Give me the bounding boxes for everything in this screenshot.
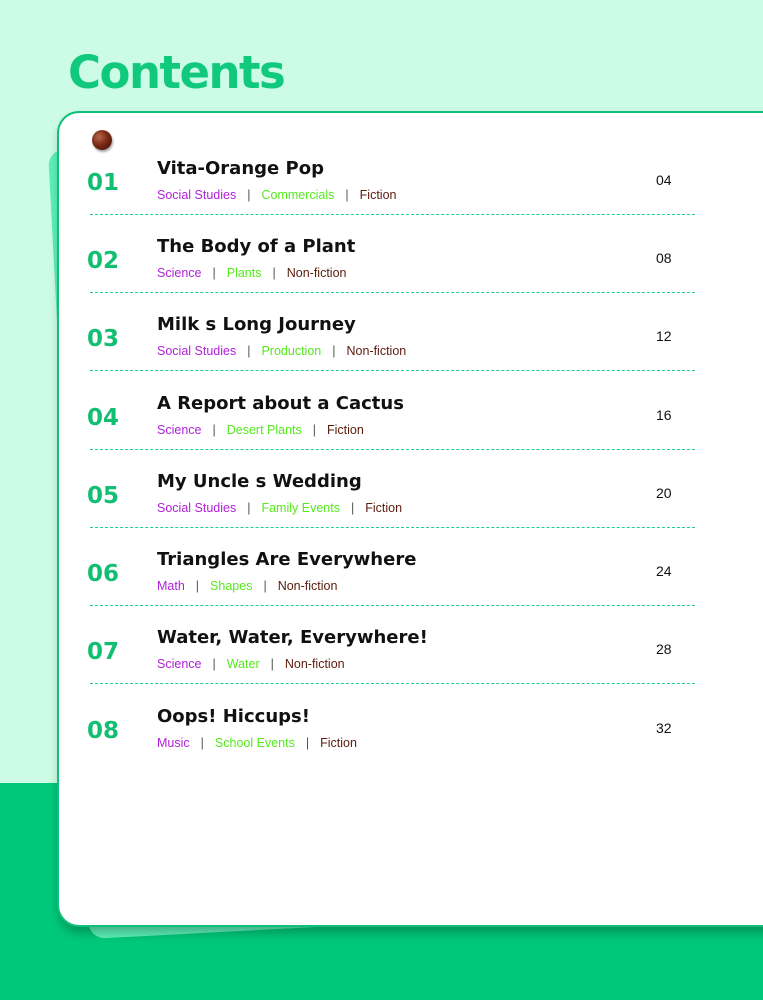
entry-title[interactable]: A Report about a Cactus bbox=[157, 393, 404, 414]
dashed-divider bbox=[90, 449, 695, 450]
page-number: 16 bbox=[656, 407, 672, 423]
tag-separator: | bbox=[212, 266, 216, 280]
entry-number: 08 bbox=[87, 718, 120, 744]
page-number: 08 bbox=[656, 250, 672, 266]
tag-separator: | bbox=[247, 501, 251, 515]
genre-tag: Non-fiction bbox=[286, 266, 347, 280]
dashed-divider bbox=[90, 292, 695, 293]
tag-separator: | bbox=[305, 736, 310, 750]
genre-tag: Fiction bbox=[359, 188, 397, 202]
entry-title[interactable]: Water, Water, Everywhere! bbox=[157, 627, 428, 648]
tag-separator: | bbox=[212, 423, 216, 437]
entry-number: 04 bbox=[87, 405, 120, 431]
entry-number: 02 bbox=[87, 248, 120, 274]
entry-number: 05 bbox=[87, 483, 120, 509]
genre-tag: Fiction bbox=[365, 501, 403, 515]
entry-title[interactable]: Vita-Orange Pop bbox=[157, 158, 324, 179]
page-number: 04 bbox=[656, 172, 672, 188]
dashed-divider bbox=[90, 214, 695, 215]
entry-number: 01 bbox=[87, 170, 120, 196]
subject-tag: Math bbox=[157, 579, 185, 593]
toc-entry[interactable] bbox=[0, 236, 763, 314]
tag-separator: | bbox=[345, 188, 349, 202]
toc-entry[interactable] bbox=[0, 549, 763, 627]
subject-tag: Social Studies bbox=[157, 188, 237, 202]
topic-tag: Water bbox=[226, 657, 260, 671]
tag-separator: | bbox=[247, 344, 251, 358]
tag-separator: | bbox=[212, 657, 216, 671]
tag-separator: | bbox=[200, 736, 204, 750]
tag-separator: | bbox=[312, 423, 317, 437]
topic-tag: Plants bbox=[226, 266, 262, 280]
pushpin-icon bbox=[92, 130, 112, 150]
dashed-divider bbox=[90, 683, 695, 684]
topic-tag: Commercials bbox=[261, 188, 335, 202]
genre-tag: Fiction bbox=[320, 736, 357, 750]
page-number: 24 bbox=[656, 563, 672, 579]
entry-title[interactable]: The Body of a Plant bbox=[157, 236, 356, 257]
page-number: 12 bbox=[656, 328, 672, 344]
entry-tags bbox=[157, 657, 345, 671]
tag-separator: | bbox=[270, 657, 274, 671]
entry-title[interactable]: Triangles Are Everywhere bbox=[157, 549, 417, 570]
genre-tag: Non-fiction bbox=[284, 657, 345, 671]
tag-separator: | bbox=[247, 188, 251, 202]
entry-tags bbox=[157, 501, 402, 515]
subject-tag: Science bbox=[157, 266, 202, 280]
genre-tag: Fiction bbox=[327, 423, 364, 437]
page-number: 32 bbox=[656, 720, 672, 736]
tag-separator: | bbox=[195, 579, 200, 593]
toc-entry[interactable] bbox=[0, 706, 763, 784]
entry-tags bbox=[157, 266, 346, 280]
topic-tag: Production bbox=[261, 344, 322, 358]
subject-tag: Social Studies bbox=[157, 501, 237, 515]
subject-tag: Social Studies bbox=[157, 344, 237, 358]
topic-tag: School Events bbox=[214, 736, 295, 750]
subject-tag: Music bbox=[157, 736, 190, 750]
genre-tag: Non-fiction bbox=[277, 579, 338, 593]
entry-title[interactable]: My Uncle s Wedding bbox=[157, 471, 362, 492]
toc-entry[interactable] bbox=[0, 158, 763, 236]
entry-tags bbox=[157, 188, 396, 202]
topic-tag: Family Events bbox=[261, 501, 340, 515]
dashed-divider bbox=[90, 605, 695, 606]
entry-tags bbox=[157, 344, 406, 358]
topic-tag: Shapes bbox=[210, 579, 253, 593]
page-title: Contents bbox=[68, 46, 285, 99]
entry-title[interactable]: Milk s Long Journey bbox=[157, 314, 356, 335]
toc-entry[interactable] bbox=[0, 393, 763, 471]
entry-tags bbox=[157, 423, 364, 437]
toc-entry[interactable] bbox=[0, 314, 763, 392]
genre-tag: Non-fiction bbox=[346, 344, 407, 358]
tag-separator: | bbox=[263, 579, 267, 593]
entry-title[interactable]: Oops! Hiccups! bbox=[157, 706, 310, 727]
tag-separator: | bbox=[332, 344, 336, 358]
entry-number: 07 bbox=[87, 639, 120, 665]
entry-number: 03 bbox=[87, 326, 120, 352]
tag-separator: | bbox=[272, 266, 276, 280]
subject-tag: Science bbox=[157, 423, 202, 437]
toc-entry[interactable] bbox=[0, 627, 763, 705]
topic-tag: Desert Plants bbox=[226, 423, 302, 437]
toc-entry[interactable] bbox=[0, 471, 763, 549]
page-number: 20 bbox=[656, 485, 672, 501]
entry-number: 06 bbox=[87, 561, 120, 587]
dashed-divider bbox=[90, 370, 695, 371]
entry-tags bbox=[157, 736, 357, 750]
dashed-divider bbox=[90, 527, 695, 528]
page-number: 28 bbox=[656, 641, 672, 657]
entry-tags bbox=[157, 579, 337, 593]
subject-tag: Science bbox=[157, 657, 202, 671]
tag-separator: | bbox=[350, 501, 355, 515]
